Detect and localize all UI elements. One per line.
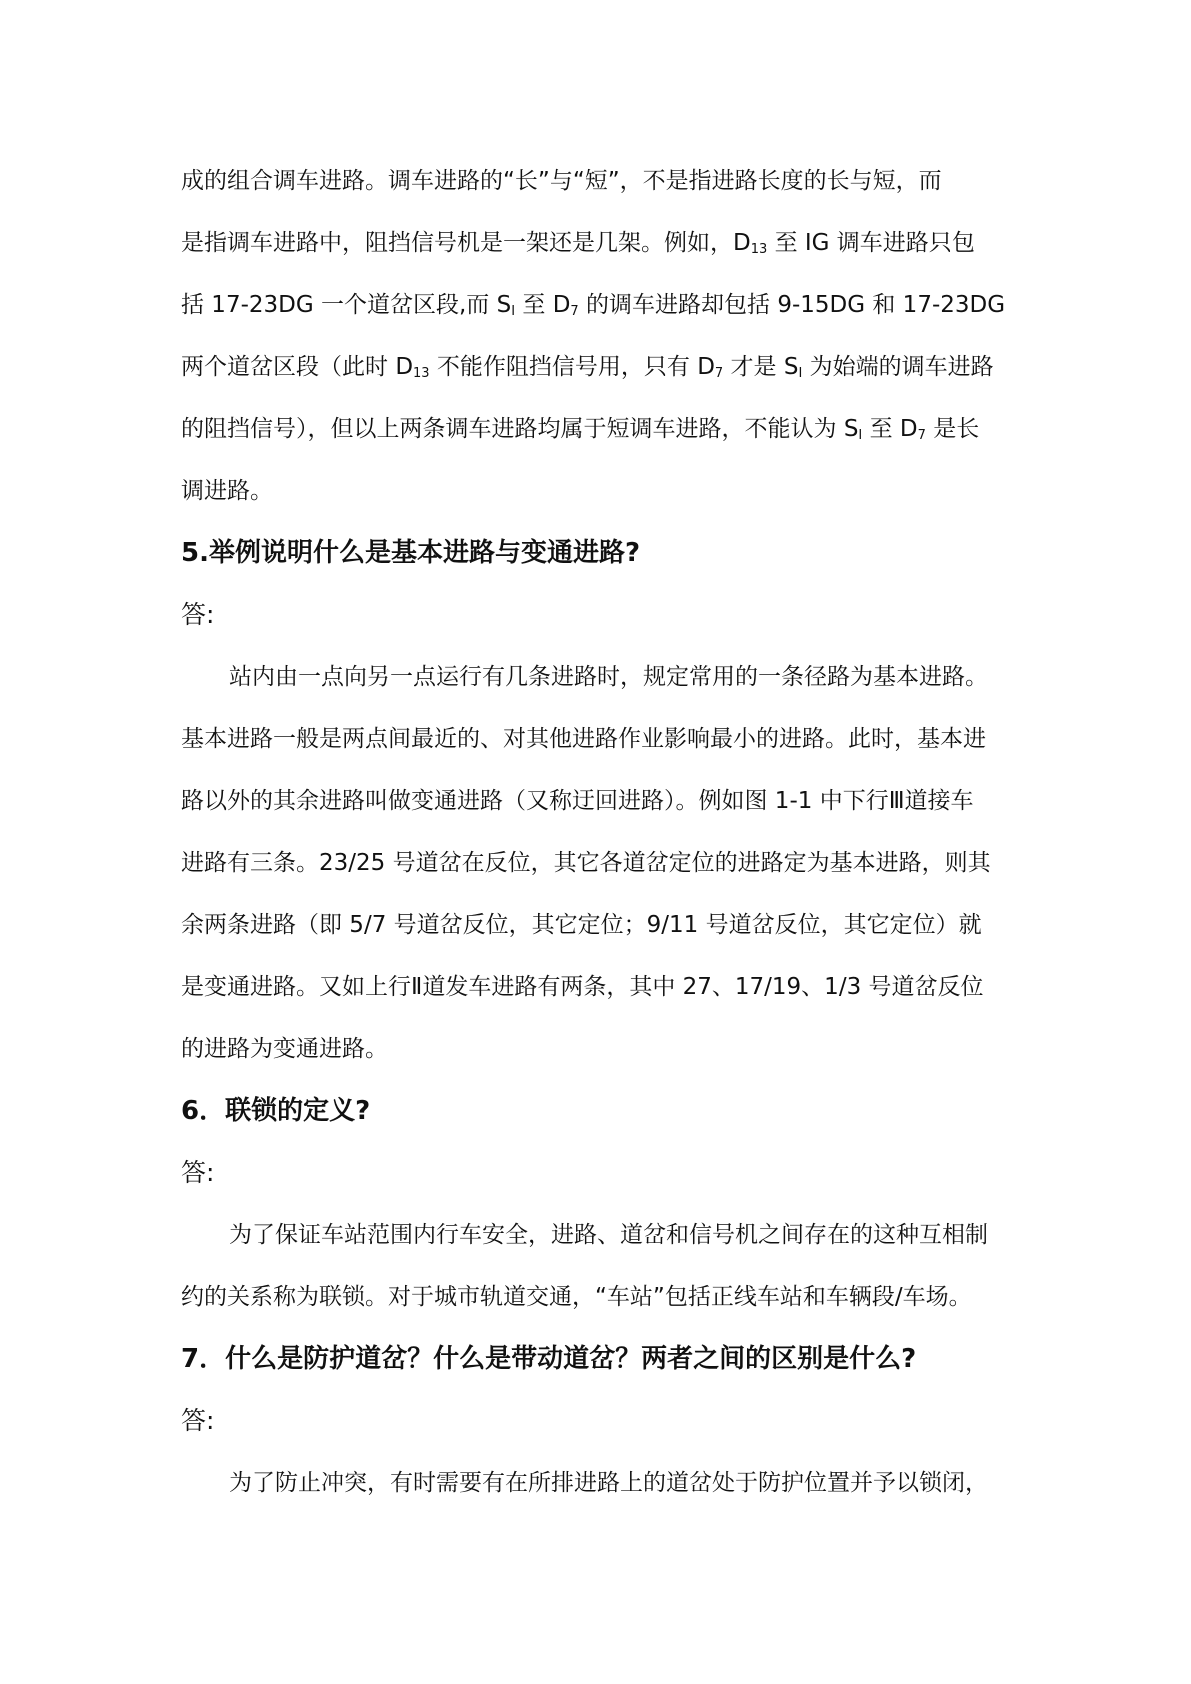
text-span: D: [733, 230, 751, 256]
answer-label: 答:: [181, 600, 215, 629]
text-span: 至 D: [515, 292, 571, 318]
subscript: I: [511, 304, 516, 319]
paragraph-continued: [181, 150, 1021, 522]
text-line: [181, 212, 1021, 274]
subscript: 7: [714, 366, 724, 381]
text-line: 为了保证车站范围内行车安全，进路、道岔和信号机之间存在的这种互相制: [229, 1222, 988, 1248]
text-line: 为了防止冲突，有时需要有在所排进路上的道岔处于防护位置并予以锁闭，: [229, 1470, 988, 1496]
text-line: 基本进路一般是两点间最近的、对其他进路作业影响最小的进路。此时，基本进: [181, 726, 986, 752]
text-span: S: [843, 416, 859, 442]
text-line: 余两条进路（即 5/7 号道岔反位，其它定位；9/11 号道岔反位，其它定位）就: [181, 912, 982, 938]
question-heading: 5.举例说明什么是基本进路与变通进路?: [181, 538, 641, 568]
question-5: [181, 522, 1021, 1080]
answer-label: 答:: [181, 1158, 215, 1187]
text-line: 是变通进路。又如上行Ⅱ道发车进路有两条，其中 27、17/19、1/3 号道岔反位: [181, 974, 984, 1000]
question-6: [181, 1080, 1021, 1328]
text-line: [181, 274, 1021, 336]
text-line: [181, 398, 1021, 460]
text-line: 进路有三条。23/25 号道岔在反位，其它各道岔定位的进路定为基本进路，则其: [181, 850, 991, 876]
text-line: 的进路为变通进路。: [181, 1036, 388, 1062]
subscript: I: [858, 428, 863, 443]
subscript: 7: [917, 428, 926, 443]
text-span: 才是 S: [723, 354, 799, 380]
subscript: I: [798, 366, 803, 381]
answer-label: 答:: [181, 1406, 215, 1435]
text-span: S: [496, 292, 512, 318]
text-line: 成的组合调车进路。调车进路的“长”与“短”，不是指进路长度的长与短，而: [181, 168, 942, 194]
document-page: [181, 150, 1021, 1514]
subscript: 13: [413, 366, 430, 381]
text-line: 调进路。: [181, 478, 273, 504]
text-span: 括 17-23DG 一个道岔区段,而: [181, 292, 497, 318]
text-span: 至 IG 调车进路只: [767, 230, 952, 256]
text-span: 两个道岔区段（此时: [181, 354, 396, 380]
text-span: 的调车进路却包括 9-15DG 和 17-23DG: [578, 292, 1006, 318]
text-line: [181, 336, 1021, 398]
text-line: 路以外的其余进路叫做变通进路（又称迂回进路）。例如图 1-1 中下行Ⅲ道接车: [181, 788, 974, 814]
text-span: D: [395, 354, 414, 380]
subscript: 13: [750, 242, 768, 257]
text-span: 是长: [925, 416, 980, 442]
text-span: 为始端的调车进路: [802, 354, 994, 380]
text-line: 约的关系称为联锁。对于城市轨道交通，“车站”包括正线车站和车辆段/车场。: [181, 1284, 972, 1310]
text-span: 的阻挡信号），但以上两条调车进路均属于短调车进路，不能认为: [181, 416, 844, 442]
text-span: 不能作阻挡信号用，只有 D: [429, 354, 715, 380]
text-span: 包: [951, 230, 975, 256]
subscript: 7: [570, 304, 579, 319]
text-span: 是指调车进路中，阻挡信号机是一架还是几架。例如，: [181, 230, 733, 256]
question-heading: 7．什么是防护道岔？什么是带动道岔？两者之间的区别是什么?: [181, 1344, 917, 1374]
question-heading: 6．联锁的定义?: [181, 1096, 371, 1126]
text-span: 至 D: [862, 416, 918, 442]
question-7: [181, 1328, 1021, 1514]
text-line: 站内由一点向另一点运行有几条进路时，规定常用的一条径路为基本进路。: [229, 664, 988, 690]
